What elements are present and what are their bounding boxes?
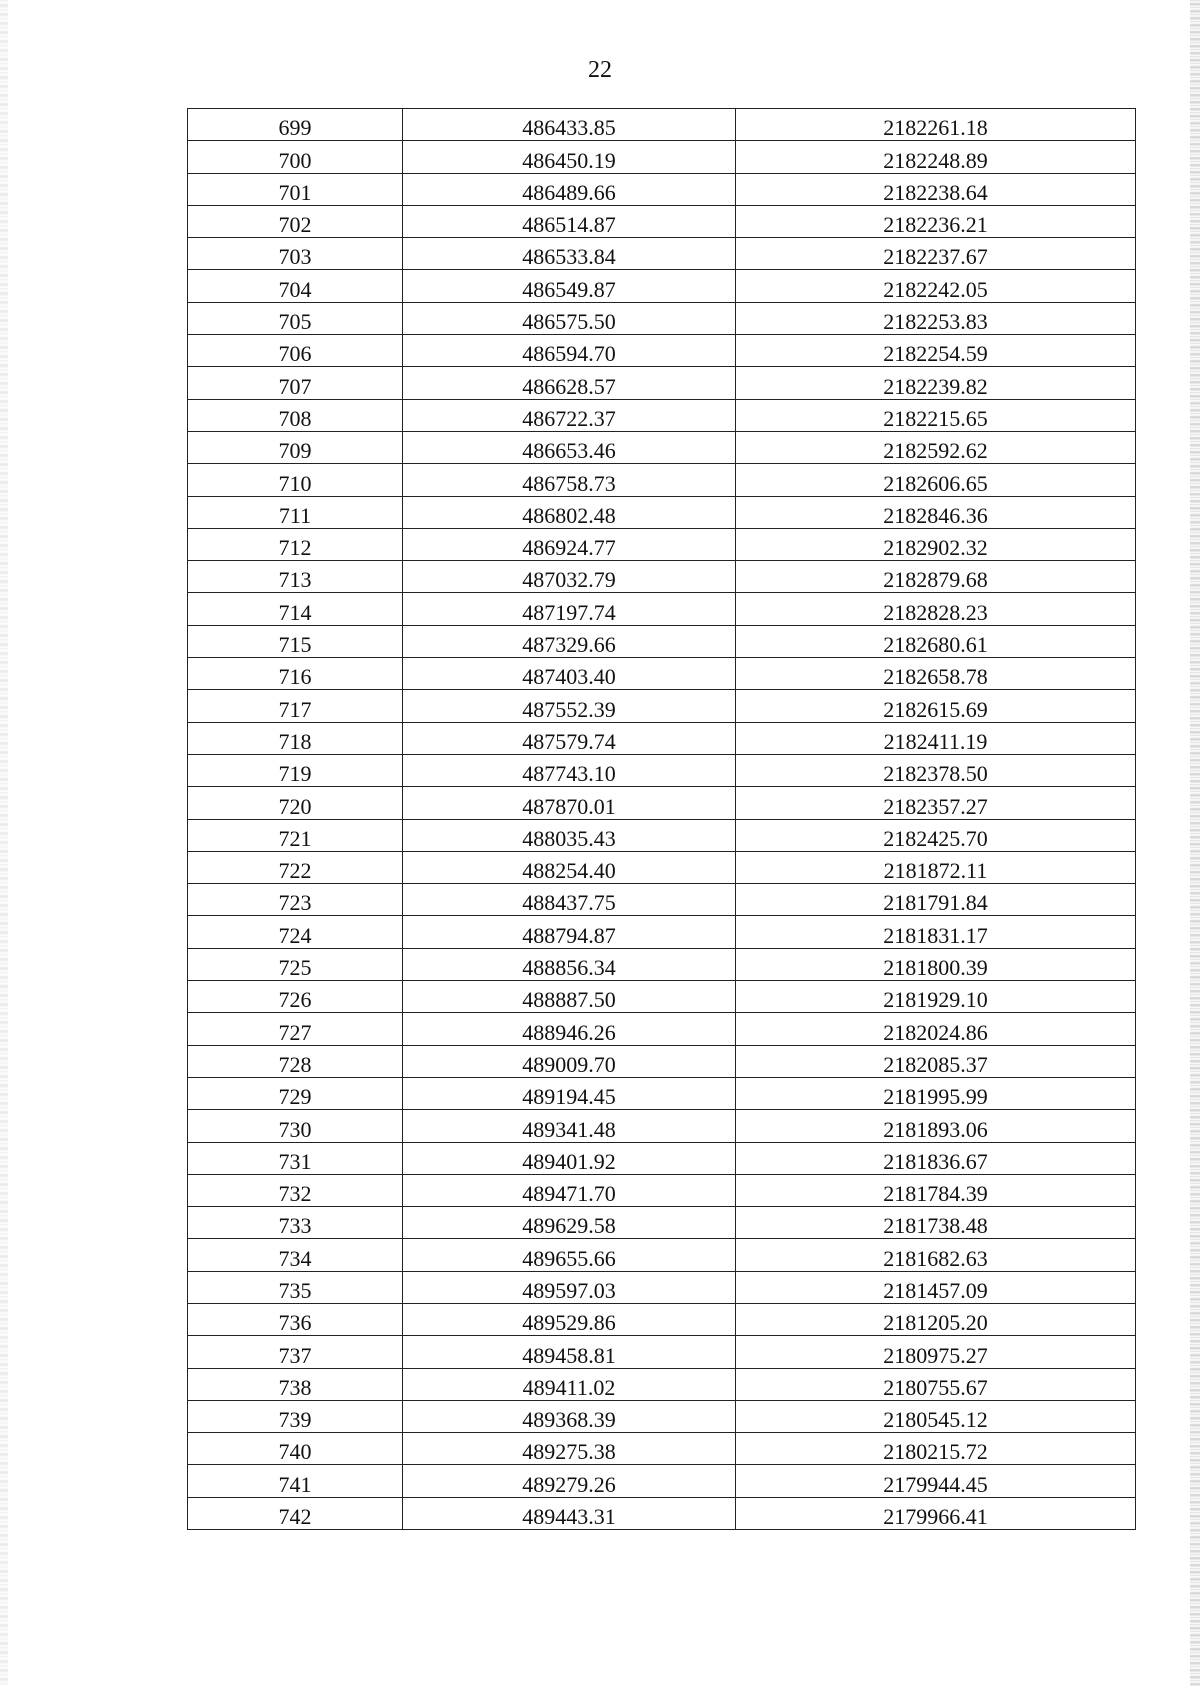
point-number-cell: 739	[188, 1400, 403, 1432]
point-number-cell: 721	[188, 819, 403, 851]
y-coordinate-cell: 2180545.12	[736, 1400, 1136, 1432]
table-row	[188, 690, 1136, 722]
y-coordinate-cell: 2181205.20	[736, 1303, 1136, 1335]
point-number-cell: 724	[188, 916, 403, 948]
table-row	[188, 1303, 1136, 1335]
table-row	[188, 205, 1136, 237]
y-coordinate-cell: 2182237.67	[736, 238, 1136, 270]
table-row	[188, 1239, 1136, 1271]
x-coordinate-cell: 486802.48	[403, 496, 736, 528]
table-row	[188, 1174, 1136, 1206]
x-coordinate-cell: 487870.01	[403, 787, 736, 819]
point-number-cell: 732	[188, 1174, 403, 1206]
x-coordinate-cell: 487329.66	[403, 625, 736, 657]
table-row	[188, 1336, 1136, 1368]
coordinate-table	[187, 108, 1136, 1530]
y-coordinate-cell: 2182846.36	[736, 496, 1136, 528]
x-coordinate-cell: 486653.46	[403, 431, 736, 463]
point-number-cell: 710	[188, 464, 403, 496]
table-row	[188, 1497, 1136, 1529]
point-number-cell: 706	[188, 335, 403, 367]
point-number-cell: 740	[188, 1433, 403, 1465]
table-row	[188, 1110, 1136, 1142]
point-number-cell: 700	[188, 141, 403, 173]
table-row	[188, 1400, 1136, 1432]
y-coordinate-cell: 2182411.19	[736, 722, 1136, 754]
point-number-cell: 716	[188, 658, 403, 690]
table-row	[188, 109, 1136, 141]
x-coordinate-cell: 489194.45	[403, 1077, 736, 1109]
point-number-cell: 728	[188, 1045, 403, 1077]
x-coordinate-cell: 486533.84	[403, 238, 736, 270]
y-coordinate-cell: 2182592.62	[736, 431, 1136, 463]
point-number-cell: 730	[188, 1110, 403, 1142]
point-number-cell: 723	[188, 884, 403, 916]
y-coordinate-cell: 2181893.06	[736, 1110, 1136, 1142]
x-coordinate-cell: 486549.87	[403, 270, 736, 302]
table-row	[188, 1271, 1136, 1303]
x-coordinate-cell: 489368.39	[403, 1400, 736, 1432]
x-coordinate-cell: 487552.39	[403, 690, 736, 722]
x-coordinate-cell: 486489.66	[403, 173, 736, 205]
x-coordinate-cell: 486514.87	[403, 205, 736, 237]
x-coordinate-cell: 489279.26	[403, 1465, 736, 1497]
y-coordinate-cell: 2182680.61	[736, 625, 1136, 657]
table-row	[188, 1465, 1136, 1497]
x-coordinate-cell: 486722.37	[403, 399, 736, 431]
x-coordinate-cell: 489401.92	[403, 1142, 736, 1174]
table-row	[188, 1013, 1136, 1045]
y-coordinate-cell: 2182828.23	[736, 593, 1136, 625]
x-coordinate-cell: 487579.74	[403, 722, 736, 754]
point-number-cell: 714	[188, 593, 403, 625]
y-coordinate-cell: 2182236.21	[736, 205, 1136, 237]
table-row	[188, 561, 1136, 593]
x-coordinate-cell: 488887.50	[403, 981, 736, 1013]
table-row	[188, 593, 1136, 625]
table-row	[188, 625, 1136, 657]
y-coordinate-cell: 2181784.39	[736, 1174, 1136, 1206]
point-number-cell: 719	[188, 754, 403, 786]
x-coordinate-cell: 489597.03	[403, 1271, 736, 1303]
y-coordinate-cell: 2182242.05	[736, 270, 1136, 302]
x-coordinate-cell: 486594.70	[403, 335, 736, 367]
x-coordinate-cell: 486433.85	[403, 109, 736, 141]
table-row	[188, 496, 1136, 528]
scan-edge-right	[1190, 0, 1200, 1686]
y-coordinate-cell: 2182606.65	[736, 464, 1136, 496]
table-row	[188, 948, 1136, 980]
point-number-cell: 702	[188, 205, 403, 237]
y-coordinate-cell: 2182239.82	[736, 367, 1136, 399]
table-row	[188, 916, 1136, 948]
x-coordinate-cell: 489009.70	[403, 1045, 736, 1077]
point-number-cell: 733	[188, 1207, 403, 1239]
y-coordinate-cell: 2181457.09	[736, 1271, 1136, 1303]
point-number-cell: 713	[188, 561, 403, 593]
table-row	[188, 1045, 1136, 1077]
point-number-cell: 709	[188, 431, 403, 463]
table-row	[188, 464, 1136, 496]
x-coordinate-cell: 488035.43	[403, 819, 736, 851]
point-number-cell: 712	[188, 528, 403, 560]
y-coordinate-cell: 2181872.11	[736, 851, 1136, 883]
x-coordinate-cell: 489629.58	[403, 1207, 736, 1239]
y-coordinate-cell: 2181995.99	[736, 1077, 1136, 1109]
point-number-cell: 703	[188, 238, 403, 270]
table-row	[188, 787, 1136, 819]
y-coordinate-cell: 2179944.45	[736, 1465, 1136, 1497]
x-coordinate-cell: 488254.40	[403, 851, 736, 883]
y-coordinate-cell: 2181831.17	[736, 916, 1136, 948]
table-row	[188, 1368, 1136, 1400]
x-coordinate-cell: 489341.48	[403, 1110, 736, 1142]
table-row	[188, 722, 1136, 754]
point-number-cell: 738	[188, 1368, 403, 1400]
y-coordinate-cell: 2182261.18	[736, 109, 1136, 141]
point-number-cell: 729	[188, 1077, 403, 1109]
x-coordinate-cell: 489655.66	[403, 1239, 736, 1271]
x-coordinate-cell: 486758.73	[403, 464, 736, 496]
point-number-cell: 737	[188, 1336, 403, 1368]
x-coordinate-cell: 487743.10	[403, 754, 736, 786]
point-number-cell: 699	[188, 109, 403, 141]
x-coordinate-cell: 486450.19	[403, 141, 736, 173]
point-number-cell: 720	[188, 787, 403, 819]
table-row	[188, 141, 1136, 173]
y-coordinate-cell: 2182253.83	[736, 302, 1136, 334]
x-coordinate-cell: 488794.87	[403, 916, 736, 948]
y-coordinate-cell: 2181791.84	[736, 884, 1136, 916]
y-coordinate-cell: 2182085.37	[736, 1045, 1136, 1077]
x-coordinate-cell: 488946.26	[403, 1013, 736, 1045]
point-number-cell: 715	[188, 625, 403, 657]
x-coordinate-cell: 489458.81	[403, 1336, 736, 1368]
x-coordinate-cell: 489471.70	[403, 1174, 736, 1206]
table-row	[188, 1207, 1136, 1239]
point-number-cell: 725	[188, 948, 403, 980]
table-row	[188, 1077, 1136, 1109]
x-coordinate-cell: 486628.57	[403, 367, 736, 399]
coordinate-table-body	[188, 109, 1136, 1530]
y-coordinate-cell: 2180755.67	[736, 1368, 1136, 1400]
table-row	[188, 302, 1136, 334]
y-coordinate-cell: 2182238.64	[736, 173, 1136, 205]
y-coordinate-cell: 2181682.63	[736, 1239, 1136, 1271]
table-row	[188, 851, 1136, 883]
x-coordinate-cell: 489529.86	[403, 1303, 736, 1335]
x-coordinate-cell: 486924.77	[403, 528, 736, 560]
x-coordinate-cell: 489275.38	[403, 1433, 736, 1465]
point-number-cell: 704	[188, 270, 403, 302]
point-number-cell: 734	[188, 1239, 403, 1271]
x-coordinate-cell: 489411.02	[403, 1368, 736, 1400]
y-coordinate-cell: 2179966.41	[736, 1497, 1136, 1529]
table-row	[188, 884, 1136, 916]
y-coordinate-cell: 2182024.86	[736, 1013, 1136, 1045]
y-coordinate-cell: 2182248.89	[736, 141, 1136, 173]
point-number-cell: 731	[188, 1142, 403, 1174]
point-number-cell: 718	[188, 722, 403, 754]
y-coordinate-cell: 2180215.72	[736, 1433, 1136, 1465]
table-row	[188, 658, 1136, 690]
point-number-cell: 717	[188, 690, 403, 722]
x-coordinate-cell: 487403.40	[403, 658, 736, 690]
x-coordinate-cell: 488856.34	[403, 948, 736, 980]
point-number-cell: 701	[188, 173, 403, 205]
point-number-cell: 711	[188, 496, 403, 528]
table-row	[188, 238, 1136, 270]
x-coordinate-cell: 487197.74	[403, 593, 736, 625]
page-number: 22	[588, 57, 612, 83]
y-coordinate-cell: 2182254.59	[736, 335, 1136, 367]
x-coordinate-cell: 486575.50	[403, 302, 736, 334]
scan-edge-left	[0, 0, 8, 1686]
y-coordinate-cell: 2182357.27	[736, 787, 1136, 819]
table-row	[188, 367, 1136, 399]
table-row	[188, 819, 1136, 851]
y-coordinate-cell: 2180975.27	[736, 1336, 1136, 1368]
point-number-cell: 705	[188, 302, 403, 334]
point-number-cell: 726	[188, 981, 403, 1013]
y-coordinate-cell: 2182215.65	[736, 399, 1136, 431]
y-coordinate-cell: 2181929.10	[736, 981, 1136, 1013]
point-number-cell: 707	[188, 367, 403, 399]
point-number-cell: 742	[188, 1497, 403, 1529]
x-coordinate-cell: 489443.31	[403, 1497, 736, 1529]
y-coordinate-cell: 2182615.69	[736, 690, 1136, 722]
y-coordinate-cell: 2182879.68	[736, 561, 1136, 593]
point-number-cell: 741	[188, 1465, 403, 1497]
point-number-cell: 722	[188, 851, 403, 883]
table-row	[188, 528, 1136, 560]
table-row	[188, 335, 1136, 367]
table-row	[188, 270, 1136, 302]
x-coordinate-cell: 488437.75	[403, 884, 736, 916]
y-coordinate-cell: 2182425.70	[736, 819, 1136, 851]
x-coordinate-cell: 487032.79	[403, 561, 736, 593]
table-row	[188, 431, 1136, 463]
y-coordinate-cell: 2182378.50	[736, 754, 1136, 786]
y-coordinate-cell: 2181800.39	[736, 948, 1136, 980]
table-row	[188, 754, 1136, 786]
table-row	[188, 981, 1136, 1013]
y-coordinate-cell: 2182902.32	[736, 528, 1136, 560]
y-coordinate-cell: 2181836.67	[736, 1142, 1136, 1174]
table-row	[188, 1433, 1136, 1465]
table-row	[188, 399, 1136, 431]
table-row	[188, 1142, 1136, 1174]
y-coordinate-cell: 2182658.78	[736, 658, 1136, 690]
table-row	[188, 173, 1136, 205]
y-coordinate-cell: 2181738.48	[736, 1207, 1136, 1239]
point-number-cell: 735	[188, 1271, 403, 1303]
point-number-cell: 708	[188, 399, 403, 431]
point-number-cell: 736	[188, 1303, 403, 1335]
point-number-cell: 727	[188, 1013, 403, 1045]
